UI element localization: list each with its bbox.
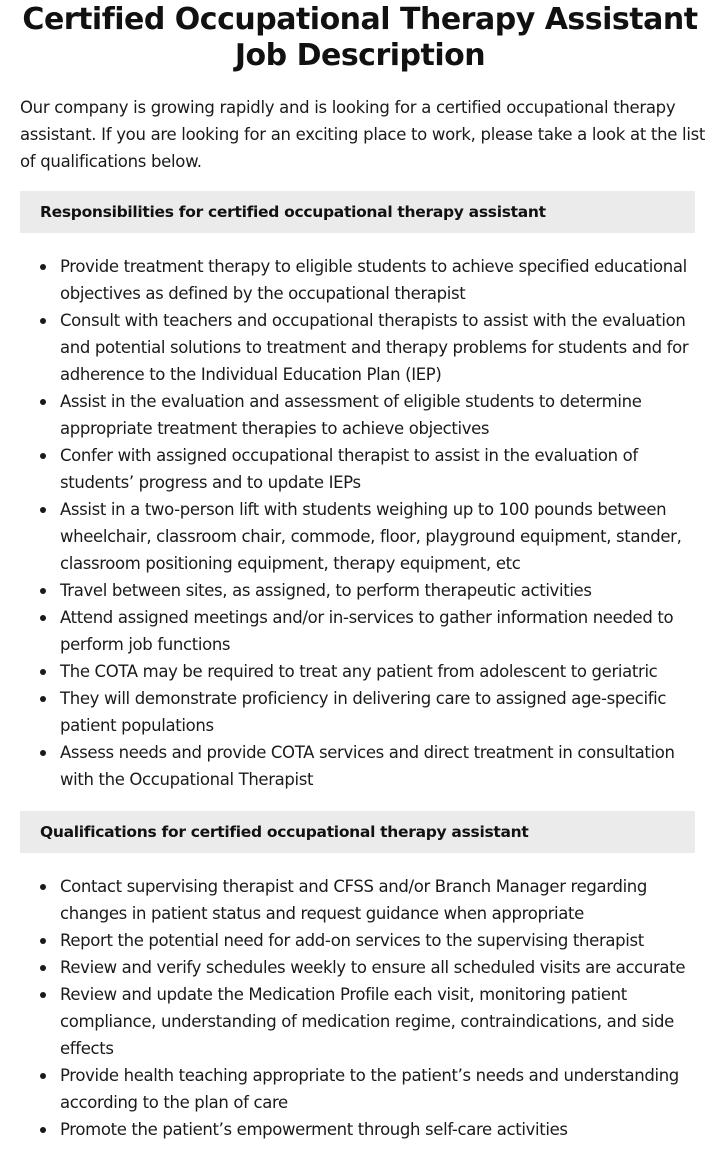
page-title: Certified Occupational Therapy Assistant Job Description [22, 2, 698, 73]
list-item: Review and update the Medication Profile each visit, monitoring patient compliance, understanding of medication regime, contraindications, and side effects [20, 981, 706, 1062]
intro-paragraph: Our company is growing rapidly and is looking for a certified occupational therapy assistant. If you are looking for an exciting place to work, please take a look at the list of qualifications below. [20, 98, 706, 171]
list-item: Assess needs and provide COTA services and direct treatment in consultation with the Occupational Therapist [20, 739, 706, 793]
list-item: Confer with assigned occupational therapist to assist in the evaluation of students’ progress and to update IEPs [20, 442, 706, 496]
list-item: Attend assigned meetings and/or in-services to gather information needed to perform job functions [20, 604, 706, 658]
list-item: They will demonstrate proficiency in delivering care to assigned age-specific patient populations [20, 685, 706, 739]
responsibilities-list [20, 253, 706, 793]
list-item: Report the potential need for add-on services to the supervising therapist [20, 927, 706, 954]
responsibilities-heading: Responsibilities for certified occupational therapy assistant [20, 191, 695, 233]
list-item: Provide treatment therapy to eligible students to achieve specified educational objectives as defined by the occupational therapist [20, 253, 706, 307]
qualifications-list [20, 873, 706, 1143]
list-item: Review and verify schedules weekly to ensure all scheduled visits are accurate [20, 954, 706, 981]
list-item: Promote the patient’s empowerment through self-care activities [20, 1116, 706, 1143]
list-item: Provide health teaching appropriate to the patient’s needs and understanding according to the plan of care [20, 1062, 706, 1116]
list-item: Assist in the evaluation and assessment of eligible students to determine appropriate treatment therapies to achieve objectives [20, 388, 706, 442]
list-item: Contact supervising therapist and CFSS and/or Branch Manager regarding changes in patient status and request guidance when appropriate [20, 873, 706, 927]
list-item: Assist in a two-person lift with students weighing up to 100 pounds between wheelchair, classroom chair, commode, floor, playground equipment, stander, classroom positioning equipment, therapy equipment, etc [20, 496, 706, 577]
list-item: Consult with teachers and occupational therapists to assist with the evaluation and potential solutions to treatment and therapy problems for students and for adherence to the Individual Education Plan (IEP) [20, 307, 706, 388]
list-item: Travel between sites, as assigned, to perform therapeutic activities [20, 577, 706, 604]
list-item: The COTA may be required to treat any patient from adolescent to geriatric [20, 658, 706, 685]
qualifications-heading: Qualifications for certified occupational therapy assistant [20, 811, 695, 853]
